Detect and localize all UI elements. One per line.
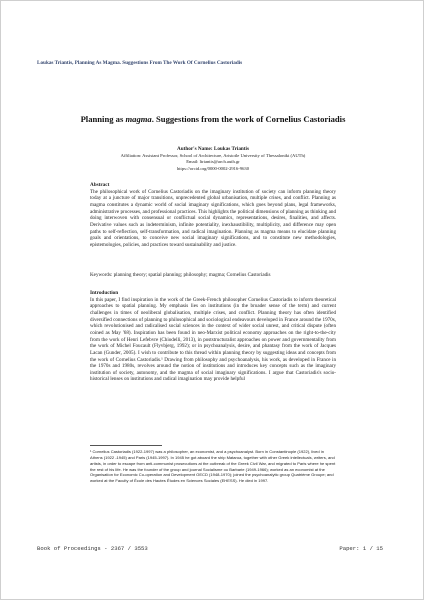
introduction-section [90, 290, 336, 383]
paper-title [61, 114, 365, 125]
title-italic-term: magma [125, 114, 152, 124]
footnote: ¹ Cornelius Castoriadis (1922-1997) was a philosopher, an economist, and a psychoanalyst. Born in Constantinople (1922), lived in Athens (1922 -1945) and Paris (1945-1997). In 1945 he got aboard the ship Mataroa, together with other Greek intellectuals, writers, and artists, in order to escape from anti-communist prosecutions at the outbreak of the Greek Civil War, and migrated to Paris where he spent the rest of his life. He was the founder of the group and journal Socialisme ou Barbarie (1949-1966); worked as an economist at the Organisation for Economic Co-operation and Development OECD (1948-1970); joined the psychoanalytic group Quatrième Groupe; and worked at the Faculty of École des Hautes Études en Sciences Sociales (EHESS). He died in 1997. [90, 449, 336, 484]
title-start: Planning as [80, 114, 126, 124]
footer-book-of-proceedings: Book of Proceedings - 2367 / 3553 [37, 545, 148, 552]
keywords-section [90, 272, 336, 279]
introduction-heading: Introduction [90, 290, 119, 296]
introduction-text: In this paper, I find inspiration in the work of the Greek-French philosopher Cornelius Castoriadis to inform theoretical approaches to spatial planning. My emphasis lies on institutions (in the broader sense of the term) and current challenges in times of neoliberal globalisation, multiple crises, and conflict. Planning theory has often identified diversified connections of planning to philosophical and sociological endeavours developed in France around the 1970s, which revolutionised and radicalised social sciences in the context of wider social unrest, and critical dispute (often coined as May '68). Inspiration has been found in neo-Marxist political economy approaches on the right-to-the-city from the work of Henri Lefebvre (Chiodelli, 2013), in poststructuralist approaches on power and governmentality from the work of Michel Foucault (Flyvbjerg, 1992); or in psychoanalysis, desire, and phantasy from the work of Jacques Lacan (Gunder, 2005). I wish to contribute to this thread within planning theory by suggesting ideas and concepts from the work of Cornelius Castoriadis.¹ Drawing from philosophy and psychoanalysis, his work, as developed in France in the 1970s and 1980s, revolves around the notion of institutions and introduces key concepts such as the imaginary institution of society, autonomy, and the magma of social imaginary significations. I argue that Castoriadis's socio-historical lenses on institutions and radical imagination may provide helpful [90, 296, 336, 383]
abstract-heading: Abstract [90, 182, 110, 188]
abstract-section [90, 182, 336, 249]
footer-page-number: Paper: 1 / 15 [339, 545, 383, 552]
author-block [61, 146, 365, 172]
abstract-text: The philosophical work of Cornelius Castoriadis on the imaginary institution of society can inform planning theory today at a juncture of major transitions, unprecedented global urbanisation, multiple crises, and conflict. Planning as magma constitutes a dynamic world of social imaginary significations, which goes beyond plans, legal frameworks, administrative processes, and professional practices. This highlights the political dimensions of planning as thinking and doing interwoven with consensual or conflictual social dynamics, representations, desires, finalities, and affects. Derivative values such as indeterminism, infinite potentiality, inexhaustibility, multiplicity, and difference may open paths to self-reflection, self-transformation, and radical imagination. Planning as magma means to elucidate planning goals and orientations, to conceive new social imaginary significations, and to constitute new methodologies, epistemologies, policies, and practices toward sustainability and justice. [90, 188, 336, 248]
title-end: . Suggestions from the work of Cornelius Castoriadis [151, 114, 346, 124]
footnote-divider [90, 445, 162, 446]
author-orcid: https://orcid.org/0000-0002-2916-9630 [176, 165, 249, 171]
keywords-text: Keywords: planning theory; spatial planning; philosophy; magma; Cornelius Castoriadis [90, 272, 271, 278]
author-name: Author's Name: Loukas Triantis [176, 146, 249, 152]
author-email: Email: ltriantis@arch.auth.gr [186, 159, 240, 165]
running-header: Loukas Triantis, Planning As Magma. Suggestions From The Work Of Cornelius Castoriadis [37, 60, 243, 66]
author-affiliation: Affiliation: Assistant Professor, School of Architecture, Aristotle University of Thessaloniki (AUTh) [120, 152, 306, 158]
